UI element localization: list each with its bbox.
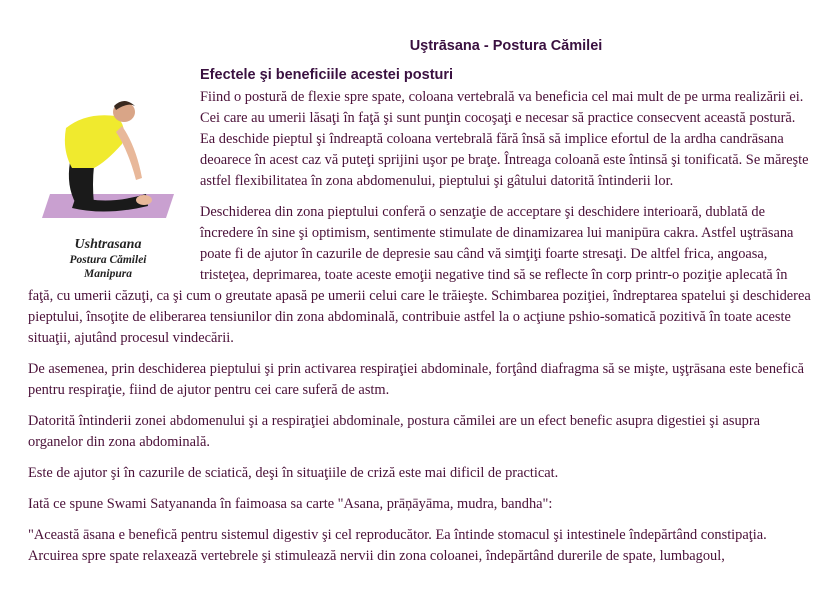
paragraph: "Această āsana e benefică pentru sistemul digestiv şi cel reproducător. Ea întinde stomacul şi intestinele îndepărtând constipaţia. Arcuirea spre spate relaxează vertebrele şi stimulează nervii din zona coloanei, îndepărtând durerile de spate, lumbagoul, (28, 527, 767, 564)
paragraph: Fiind o postură de flexie spre spate, coloana vertebrală va beneficia cel mai mult de pe urma realizării ei. Cei care au umerii lăsaţi în faţă şi sunt punţin cocoşaţi e necesar să practice consecvent această postură. Ea deschide pieptul şi îndreaptă coloana vertebrală fără însă să implice efortul de la ardha candrāsana deoarece în acest caz vă puteţi sprijini uşor pe braţe. Întreaga coloană este întinsă şi tonificată. Se măreşte astfel flexibilitatea în zona abdomenului, pieptului şi gâtului datorită întinderii lor. (200, 89, 809, 189)
paragraph: Este de ajutor şi în cazurile de sciatică, deşi în situaţiile de criză este mai dificil de practicat. (28, 465, 559, 481)
article-content (28, 66, 812, 577)
page-title: Uştrāsana - Postura Cămilei (409, 38, 603, 54)
section-heading: Efectele şi beneficiile acestei posturi (200, 67, 454, 83)
torso (65, 115, 124, 168)
figure-caption-line1: Postura Cămilei (69, 254, 147, 266)
arm (116, 126, 142, 180)
figure-caption (28, 237, 188, 281)
paragraph: Deschiderea din zona pieptului conferă o senzaţie de acceptare şi deschidere interioară, dublată de încredere în sine şi optimism, sentimente stimulate de dinamizarea lui manipūra cakra. Astfel uştrāsana poate fi de ajutor în cazurile de depresie sau când vă simţiţi foarte stresaţi. De altfel frica, angoasa, tristeţea, deprimarea, toate aceste emoţii negative tind să se reflecte în corp printr-o poziţie aplecată în faţă, cu umerii căzuţi, ca şi cum o greutate apasă pe umerii celui care le trăieşte. Schimbarea poziţiei, îndreptarea spatelui şi deschiderea pieptului, însoţite de eliberarea tensiunilor din zona abdominală, contribuie astfel la o acţiune pshio-somatică pozitivă în toate aceste situaţii, ajutând procesul vindecării. (28, 204, 811, 346)
pose-figure (28, 66, 188, 278)
figure-caption-line2: Manipura (84, 268, 132, 280)
figure-caption-title: Ushtrasana (74, 237, 142, 252)
paragraph: De asemenea, prin deschiderea pieptului şi prin activarea respiraţiei abdominale, forţând diafragma să se mişte, uşţrāsana este benefică pentru respiraţie, fiind de ajutor pentru cei care suferă de astm. (28, 361, 804, 398)
paragraph: Iată ce spune Swami Satyananda în faimoasa sa carte "Asana, prāņāyāma, mudra, bandha": (28, 496, 553, 512)
paragraph: Datorită întinderii zonei abdomenului şi a respiraţiei abdominale, postura cămilei are un efect benefic asupra digestiei şi asupra organelor din zona abdominală. (28, 413, 761, 450)
yoga-pose-camel-photo (36, 66, 180, 236)
